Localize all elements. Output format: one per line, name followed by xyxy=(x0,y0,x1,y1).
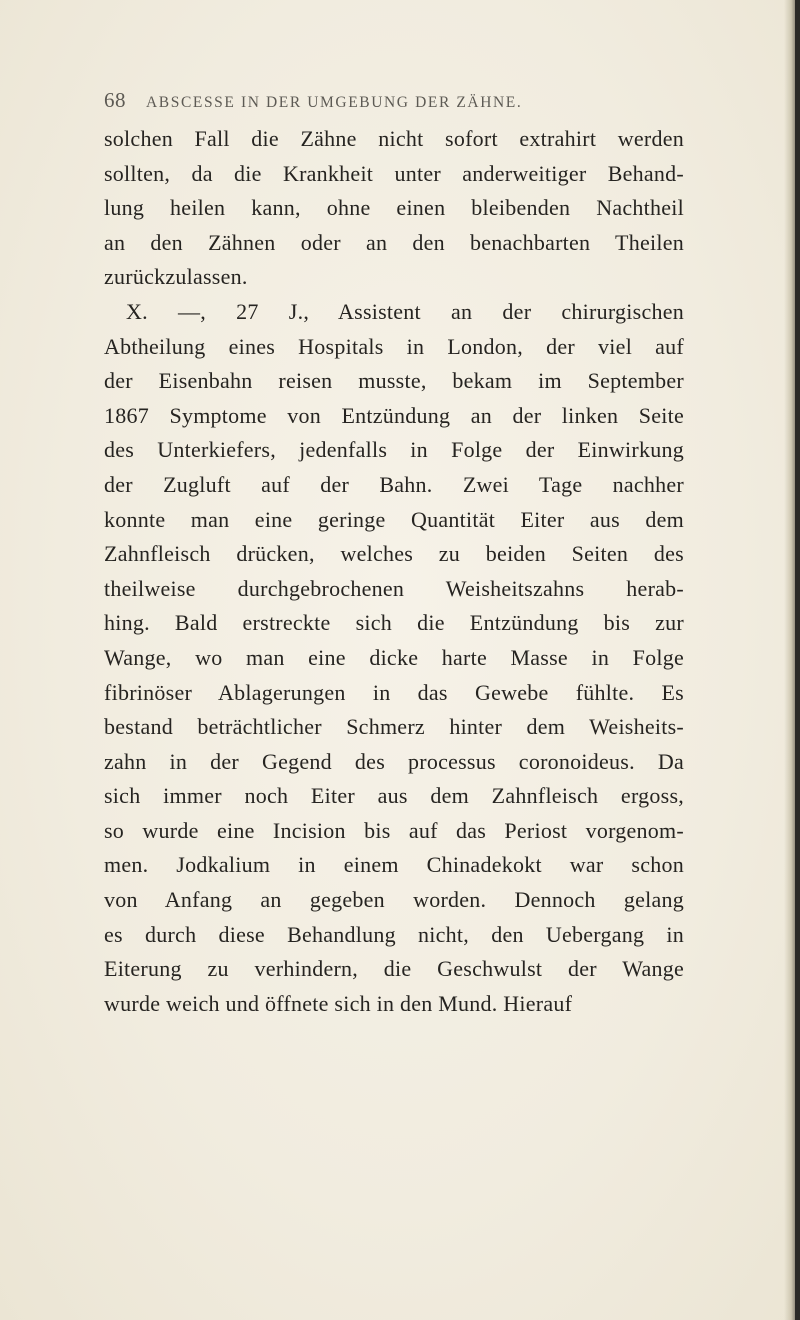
text-line: Wange, wo man eine dicke harte Masse in Folge xyxy=(104,644,684,670)
body-text xyxy=(104,122,684,1021)
text-line: lung heilen kann, ohne einen bleibenden Nachtheil xyxy=(104,195,684,221)
text-line: so wurde eine Incision bis auf das Periost vorgenom- xyxy=(104,817,684,843)
text-line: sich immer noch Eiter aus dem Zahnfleisch ergoss, xyxy=(104,783,684,809)
text-line: X. —, 27 J., Assistent an der chirurgischen xyxy=(126,298,684,324)
text-line: von Anfang an gegeben worden. Dennoch gelang xyxy=(104,887,684,913)
text-line: der Zugluft auf der Bahn. Zwei Tage nachher xyxy=(104,471,684,497)
page-edge-binding xyxy=(795,0,800,1320)
text-line: zahn in der Gegend des processus coronoideus. Da xyxy=(104,748,684,774)
running-head: ABSCESSE IN DER UMGEBUNG DER ZÄHNE. xyxy=(146,94,523,111)
text-line: Abtheilung eines Hospitals in London, der viel auf xyxy=(104,333,684,359)
text-line: des Unterkiefers, jedenfalls in Folge der Einwirkung xyxy=(104,437,684,463)
text-line: bestand beträchtlicher Schmerz hinter dem Weisheits- xyxy=(104,714,684,740)
text-line: Eiterung zu verhindern, die Geschwulst der Wange xyxy=(104,956,684,982)
text-line: zurückzulassen. xyxy=(104,264,248,290)
text-line: solchen Fall die Zähne nicht sofort extrahirt werden xyxy=(104,126,684,151)
text-line: 1867 Symptome von Entzündung an der linken Seite xyxy=(104,402,684,428)
text-line: an den Zähnen oder an den benachbarten Theilen xyxy=(104,229,684,255)
text-line: fibrinöser Ablagerungen in das Gewebe fühlte. Es xyxy=(104,679,684,705)
page-header xyxy=(104,88,694,118)
text-line: wurde weich und öffnete sich in den Mund. Hierauf xyxy=(104,990,573,1016)
text-line: konnte man eine geringe Quantität Eiter aus dem xyxy=(104,506,684,532)
text-line: men. Jodkalium in einem Chinadekokt war schon xyxy=(104,852,684,878)
text-line: theilweise durchgebrochenen Weisheitszahns herab- xyxy=(104,575,684,601)
text-line: hing. Bald erstreckte sich die Entzündung bis zur xyxy=(104,610,684,636)
text-line: sollten, da die Krankheit unter anderweitiger Behand- xyxy=(104,160,684,186)
text-line: der Eisenbahn reisen musste, bekam im September xyxy=(104,368,684,394)
page-number: 68 xyxy=(104,88,126,112)
text-line: Zahnfleisch drücken, welches zu beiden Seiten des xyxy=(104,541,684,567)
text-line: es durch diese Behandlung nicht, den Uebergang in xyxy=(104,921,684,947)
